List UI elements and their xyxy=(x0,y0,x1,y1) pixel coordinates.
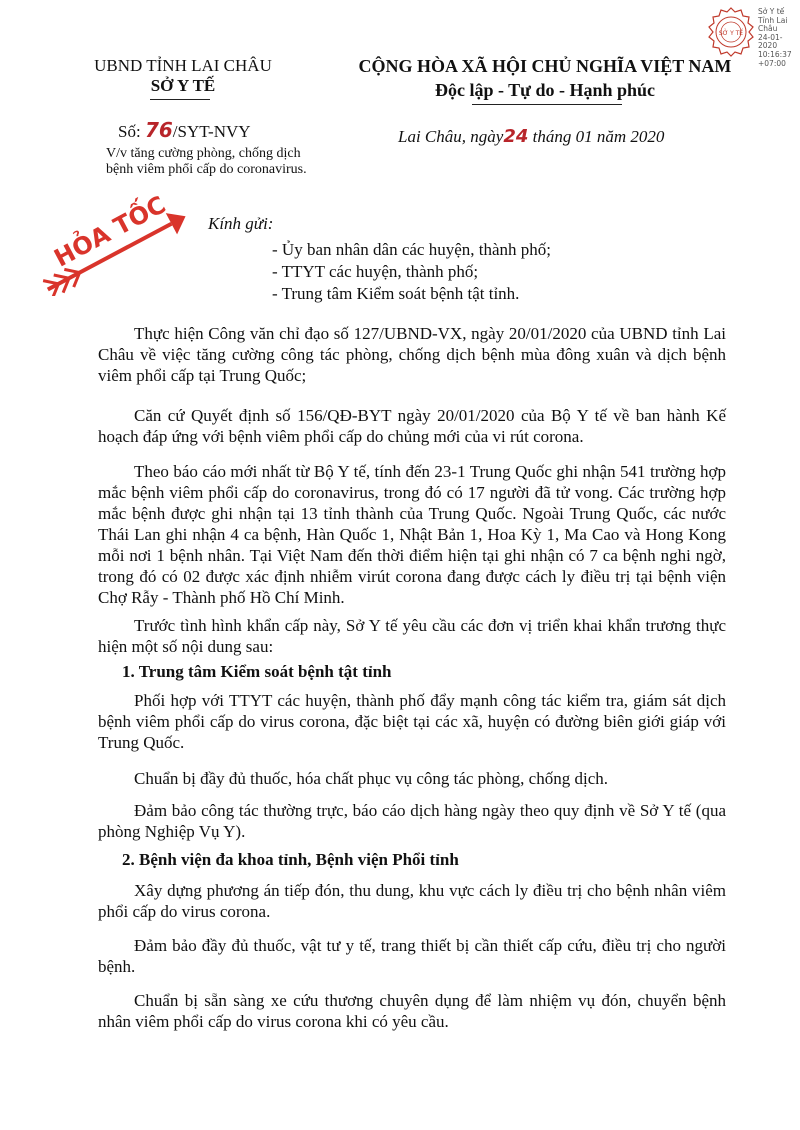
urgent-stamp-text: HỎA TỐC xyxy=(49,190,171,273)
national-title: CỘNG HÒA XÃ HỘI CHỦ NGHĨA VIỆT NAM xyxy=(358,56,732,76)
section2-paragraph: Đảm bảo đầy đủ thuốc, vật tư y tế, trang thiết bị cần thiết cấp cứu, điều trị cho người bệnh. xyxy=(98,936,726,976)
subject-line: bệnh viêm phổi cấp do coronavirus. xyxy=(106,162,307,177)
section-heading: 2. Bệnh viện đa khoa tỉnh, Bệnh viện Phổi tỉnh xyxy=(122,850,459,869)
signature-info xyxy=(758,8,794,68)
recipient-item: - Trung tâm Kiểm soát bệnh tật tỉnh. xyxy=(272,284,520,303)
signature-line: 24-01-2020 xyxy=(758,32,783,51)
seal-icon xyxy=(706,6,756,58)
section-heading: 1. Trung tâm Kiểm soát bệnh tật tỉnh xyxy=(122,662,392,681)
doc-number-handwritten: 76 xyxy=(144,118,173,142)
body-paragraph: Căn cứ Quyết định số 156/QĐ-BYT ngày 20/01/2020 của Bộ Y tế về ban hành Kế hoạch đáp ứng với bệnh viêm phổi cấp do chủng mới của vi rút corona. xyxy=(98,406,726,446)
recipient-item: - TTYT các huyện, thành phố; xyxy=(272,262,479,281)
body-paragraph: Thực hiện Công văn chỉ đạo số 127/UBND-VX, ngày 20/01/2020 của UBND tỉnh Lai Châu về việc tăng cường công tác phòng, chống dịch bệnh mùa đông xuân và dịch bệnh viêm phổi cấp tại Trung Quốc; xyxy=(98,324,726,385)
section1-paragraph: Phối hợp với TTYT các huyện, thành phố đẩy mạnh công tác kiểm tra, giám sát dịch bệnh viêm phổi cấp do virus corona, đặc biệt tại các xã, huyện có đường biên giới giáp với Trung Quốc. xyxy=(98,691,726,752)
department-name: SỞ Y TẾ xyxy=(150,76,216,95)
document-subject xyxy=(106,146,366,178)
motto-divider xyxy=(472,104,622,105)
body-paragraph: Trước tình hình khẩn cấp này, Sở Y tế yêu cầu các đơn vị triển khai khẩn trương thực hiện một số nội dung sau: xyxy=(98,616,726,656)
urgent-stamp xyxy=(22,186,192,296)
doc-number-prefix: Số: xyxy=(118,122,141,141)
section2-paragraph: Chuẩn bị sẵn sàng xe cứu thương chuyên dụng để làm nhiệm vụ đón, chuyển bệnh nhân viêm phổi cấp do virus corona khi có yêu cầu. xyxy=(98,991,726,1031)
signature-line: +07:00 xyxy=(758,58,786,68)
signature-line: Tỉnh Lai Châu xyxy=(758,15,788,34)
subject-line: V/v tăng cường phòng, chống dịch xyxy=(106,146,301,161)
signature-line: 10:16:37 xyxy=(758,49,792,59)
date-prefix: Lai Châu, ngày xyxy=(398,127,504,146)
date-suffix: tháng 01 năm 2020 xyxy=(532,127,665,146)
header-divider xyxy=(150,99,210,100)
signature-line: Sở Y tế xyxy=(758,7,785,16)
section2-paragraph: Xây dựng phương án tiếp đón, thu dung, khu vực cách ly điều trị cho bệnh nhân viêm phổi cấp do virus corona. xyxy=(98,881,726,921)
recipients-label: Kính gửi: xyxy=(208,214,274,233)
date-day-handwritten: 24 xyxy=(503,126,529,147)
section1-paragraph: Chuẩn bị đầy đủ thuốc, hóa chất phục vụ công tác phòng, chống dịch. xyxy=(134,769,608,788)
seal-text: SỞ Y TẾ xyxy=(718,30,744,37)
document-date xyxy=(398,126,664,147)
body-paragraph: Theo báo cáo mới nhất từ Bộ Y tế, tính đến 23-1 Trung Quốc ghi nhận 541 trường hợp mắc bệnh viêm phổi cấp do coronavirus, trong đó có 17 người đã tử vong. Các trường hợp mắc bệnh được ghi nhận tại 13 tỉnh thành của Trung Quốc. Ngoài Trung Quốc, các nước Thái Lan ghi nhận 4 ca bệnh, Hàn Quốc 1, Nhật Bản 1, Hoa Kỳ 1, Ma Cao và Hong Kong mỗi nơi 1 bệnh nhân. Tại Việt Nam đến thời điểm hiện tại ghi nhận có 7 ca bệnh nghi ngờ, trong đó có 02 được xác định nhiễm virút corona đang được cách ly điều trị tại bệnh viện Chợ Rẫy - Thành phố Hồ Chí Minh. xyxy=(98,462,726,607)
document-number xyxy=(118,118,251,142)
national-motto: Độc lập - Tự do - Hạnh phúc xyxy=(434,80,656,100)
doc-number-suffix: /SYT-NVY xyxy=(172,122,251,141)
organization-name: UBND TỈNH LAI CHÂU xyxy=(94,56,272,75)
section1-paragraph: Đảm bảo công tác thường trực, báo cáo dịch hàng ngày theo quy định về Sở Y tế (qua phòng Nghiệp Vụ Y). xyxy=(98,801,726,841)
recipient-item: - Ủy ban nhân dân các huyện, thành phố; xyxy=(272,240,551,259)
